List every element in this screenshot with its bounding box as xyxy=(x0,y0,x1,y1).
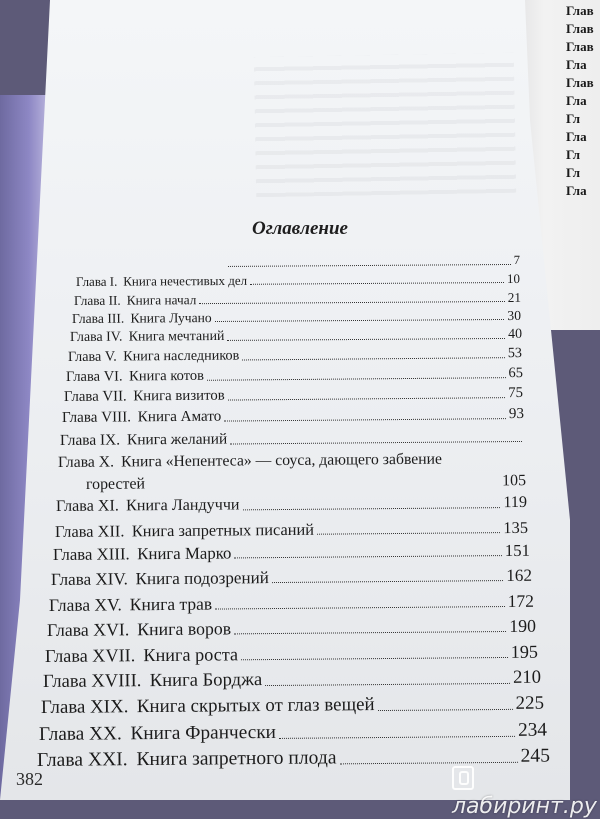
leader-dots xyxy=(340,761,518,765)
toc-entry xyxy=(76,271,520,290)
toc-book-title: Книга котов xyxy=(129,367,204,384)
toc-page-number: 53 xyxy=(507,344,523,361)
toc-chapter-label: Глава III. xyxy=(71,311,125,327)
toc-chapter-label: Глава XVI. xyxy=(46,619,130,641)
leader-dots xyxy=(215,605,505,610)
next-page-line: Глав xyxy=(566,39,594,54)
toc-chapter-label: Глава VIII. xyxy=(61,409,132,426)
toc-book-title: Книга наследников xyxy=(123,347,240,365)
toc-entry xyxy=(58,450,526,472)
leader-dots xyxy=(227,337,505,341)
toc-book-title: Книга Марко xyxy=(137,543,232,564)
toc-entry xyxy=(62,406,524,427)
toc-entry xyxy=(55,517,528,541)
leader-dots xyxy=(207,376,506,381)
leader-dots xyxy=(242,356,505,360)
toc-entry xyxy=(47,616,536,641)
next-page-line: Глав xyxy=(566,75,594,90)
toc-book-title: Книга Ландуччи xyxy=(125,496,240,515)
toc-chapter-label: Глава XVII. xyxy=(44,645,136,666)
toc-chapter-label: Глава XVIII. xyxy=(42,670,142,693)
leader-dots xyxy=(234,630,506,634)
leader-dots xyxy=(228,262,511,266)
toc-chapter-label: Глава X. xyxy=(57,453,115,472)
toc-chapter-label: Глава VII. xyxy=(63,388,127,406)
toc-entry xyxy=(64,385,523,406)
next-page-line: Гл xyxy=(566,165,581,180)
toc-chapter-label: Глава XI. xyxy=(55,497,119,515)
toc-book-title: Книга Борджа xyxy=(149,669,263,692)
toc-page-number: 105 xyxy=(502,472,527,490)
toc-book-title: Книга запретного плода xyxy=(136,747,337,771)
toc-book-title-continuation: горестей xyxy=(85,475,146,494)
page-number: 382 xyxy=(16,769,43,789)
toc-book-title: Книга Лучано xyxy=(130,310,212,326)
toc-entry xyxy=(56,494,527,516)
next-page-line: Гла xyxy=(566,183,587,198)
toc-book-title: Книга желаний xyxy=(126,430,228,449)
leader-dots xyxy=(230,439,522,444)
toc-page-number: 135 xyxy=(503,517,529,537)
leader-dots xyxy=(199,300,504,304)
toc-chapter-label: Глава IX. xyxy=(59,431,121,449)
toc-page-number: 7 xyxy=(513,252,521,267)
toc-book-title: Книга Франчески xyxy=(130,721,277,744)
next-page-line: Гла xyxy=(566,129,587,144)
toc-entry xyxy=(41,693,544,719)
toc-entry xyxy=(72,308,521,327)
leader-dots xyxy=(234,555,501,559)
toc-chapter-label: Глава XIX. xyxy=(40,696,129,719)
toc-entry xyxy=(86,472,526,494)
toc-chapter-label: Глава XIII. xyxy=(52,544,130,565)
toc-book-title: Книга мечтаний xyxy=(128,329,225,345)
toc-page-number: 172 xyxy=(507,590,535,611)
toc-chapter-label: Глава XXI. xyxy=(36,749,128,772)
toc-page-number: 190 xyxy=(509,615,537,637)
toc-title: Оглавление xyxy=(252,218,348,239)
toc-entry xyxy=(68,345,522,366)
toc-page-number: 151 xyxy=(504,541,531,561)
toc-book-title: Книга визитов xyxy=(133,387,225,405)
labirint-logo-icon xyxy=(452,766,474,790)
leader-spacer xyxy=(148,485,499,489)
toc-book-title: Книга запретных писаний xyxy=(131,519,315,540)
leader-dots xyxy=(243,506,501,510)
leader-dots xyxy=(228,396,505,400)
leader-dots xyxy=(215,319,505,323)
toc-page-number: 10 xyxy=(506,270,521,286)
toc-book-title: Книга роста xyxy=(143,644,239,665)
toc-book-title: Книга скрытых от глаз вещей xyxy=(136,694,375,718)
toc-page-number: 30 xyxy=(507,308,522,324)
toc-chapter-label: Глава XX. xyxy=(38,722,122,745)
toc-chapter-label: Глава V. xyxy=(67,348,117,365)
toc-entry xyxy=(39,719,547,745)
next-page-line: Глав xyxy=(566,21,594,36)
toc-entry xyxy=(78,252,520,270)
toc-page-number: 21 xyxy=(507,289,522,305)
next-page-line: Гла xyxy=(566,93,587,108)
toc-page-number: 75 xyxy=(508,385,524,402)
leader-dots xyxy=(317,531,500,535)
leader-dots xyxy=(250,281,504,285)
toc-book-title: Книга воров xyxy=(137,618,232,640)
toc-page-number: 245 xyxy=(520,745,551,768)
toc-entry xyxy=(45,641,538,666)
toc-entry xyxy=(53,541,530,565)
leader-dots xyxy=(272,579,503,583)
toc-entry xyxy=(51,566,532,590)
watermark-text: лабиринт.ру xyxy=(452,794,597,819)
toc-page-number: 225 xyxy=(515,692,545,714)
toc-entry xyxy=(74,290,521,309)
toc-entry xyxy=(60,428,525,450)
toc-book-title: Книга нечестивых дел xyxy=(123,272,248,289)
toc-chapter-label: Глава XV. xyxy=(48,593,122,615)
toc-entry xyxy=(66,365,523,386)
toc-chapter-label: Глава IV. xyxy=(69,329,123,346)
toc-page-number: 195 xyxy=(510,641,539,662)
toc-page-number: 65 xyxy=(508,364,524,381)
toc-page-number: 93 xyxy=(508,405,525,422)
toc-chapter-label: Глава XII. xyxy=(54,520,125,541)
toc-book-title: Книга «Непентеса» — соуса, дающего забвение xyxy=(121,450,443,471)
leader-dots xyxy=(378,708,513,711)
next-page-line: Гл xyxy=(566,111,581,126)
toc-page-number: 162 xyxy=(506,565,533,585)
next-page-line: Гл xyxy=(566,147,581,162)
leader-dots xyxy=(224,417,506,421)
toc-chapter-label: Глава VI. xyxy=(65,368,123,385)
next-page-line: Глав xyxy=(566,3,594,18)
toc-page-number: 210 xyxy=(512,667,542,689)
toc-book-title: Книга трав xyxy=(129,593,213,614)
watermark-logo xyxy=(452,766,600,819)
toc-entry xyxy=(49,590,534,615)
toc-chapter-label: Глава I. xyxy=(75,273,118,289)
leader-dots xyxy=(279,734,515,738)
toc-page-number: 119 xyxy=(503,493,528,511)
toc-page-number: 40 xyxy=(508,326,523,343)
toc-book-title: Книга начал xyxy=(126,291,197,308)
toc-book-title: Книга Амато xyxy=(137,408,222,426)
toc-chapter-label: Глава II. xyxy=(73,292,121,308)
toc-entry xyxy=(70,327,522,346)
leader-dots xyxy=(241,656,508,660)
toc-entry xyxy=(43,667,541,693)
leader-dots xyxy=(265,682,510,686)
next-page-line: Гла xyxy=(566,57,587,72)
toc-page-number: 234 xyxy=(517,719,548,741)
toc-book-title: Книга подозрений xyxy=(135,567,269,589)
toc-chapter-label: Глава XIV. xyxy=(50,569,128,589)
